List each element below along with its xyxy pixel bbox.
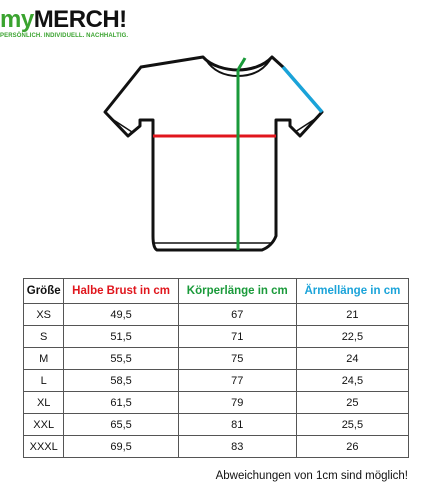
cell-size: L (24, 370, 64, 392)
size-table-header (24, 279, 409, 304)
cell-size: XS (24, 304, 64, 326)
cell-chest: 65,5 (64, 414, 178, 436)
cell-chest: 69,5 (64, 436, 178, 458)
logo-name: MERCH! (33, 6, 127, 33)
header-body-length: Körperlänge in cm (178, 279, 296, 304)
cell-chest: 61,5 (64, 392, 178, 414)
cell-sleeve-length: 24,5 (296, 370, 408, 392)
cell-sleeve-length: 22,5 (296, 326, 408, 348)
cell-body-length: 77 (178, 370, 296, 392)
header-sleeve-length: Ärmellänge in cm (296, 279, 408, 304)
cell-size: XXL (24, 414, 64, 436)
cell-body-length: 83 (178, 436, 296, 458)
header-chest: Halbe Brust in cm (64, 279, 178, 304)
header-size: Größe (24, 279, 64, 304)
cell-body-length: 75 (178, 348, 296, 370)
cell-chest: 49,5 (64, 304, 178, 326)
cell-size: M (24, 348, 64, 370)
cell-body-length: 81 (178, 414, 296, 436)
cell-sleeve-length: 24 (296, 348, 408, 370)
logo-prefix: my (0, 6, 34, 33)
table-row (24, 370, 409, 392)
tshirt-body-outline (105, 57, 322, 250)
cell-body-length: 79 (178, 392, 296, 414)
table-row (24, 414, 409, 436)
cell-sleeve-length: 25,5 (296, 414, 408, 436)
cell-sleeve-length: 25 (296, 392, 408, 414)
cell-chest: 51,5 (64, 326, 178, 348)
cell-chest: 55,5 (64, 348, 178, 370)
size-table (23, 278, 409, 458)
tolerance-note: Abweichungen von 1cm sind möglich! (215, 470, 408, 482)
cell-sleeve-length: 26 (296, 436, 408, 458)
table-row (24, 326, 409, 348)
table-row (24, 436, 409, 458)
table-row (24, 304, 409, 326)
cell-sleeve-length: 21 (296, 304, 408, 326)
table-row (24, 392, 409, 414)
table-row (24, 348, 409, 370)
logo-tagline: PERSÖNLICH. INDIVIDUELL. NACHHALTIG. (0, 33, 129, 39)
cell-body-length: 71 (178, 326, 296, 348)
cell-body-length: 67 (178, 304, 296, 326)
cell-chest: 58,5 (64, 370, 178, 392)
cell-size: XXXL (24, 436, 64, 458)
cell-size: S (24, 326, 64, 348)
cell-size: XL (24, 392, 64, 414)
